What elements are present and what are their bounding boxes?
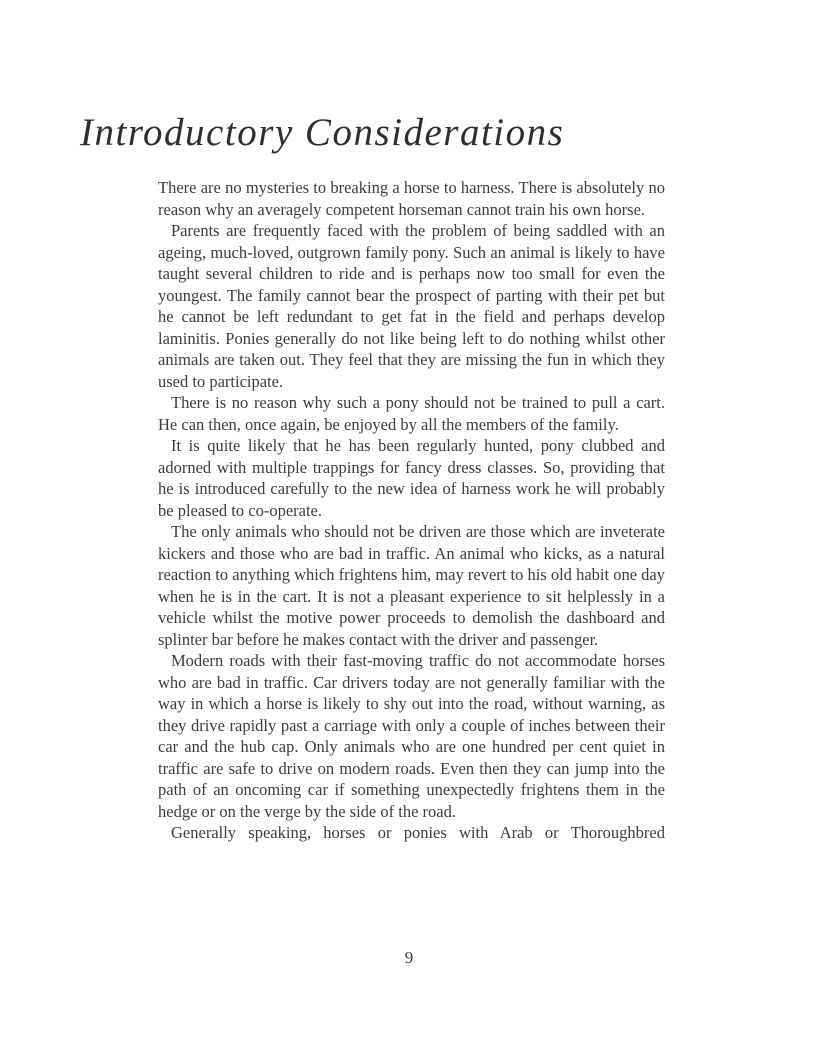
- paragraph-6: Modern roads with their fast-moving traffic do not accommodate horses who are bad in traffic. Car drivers today are not generally familiar with the way in which a horse is likely to shy out into the road, without warning, as they drive rapidly past a carriage with only a couple of inches between their car and the hub cap. Only animals who are one hundred per cent quiet in traffic are safe to drive on modern roads. Even then they can jump into the path of an oncoming car if something unexpectedly frightens them in the hedge or on the verge by the side of the road.: [158, 651, 665, 821]
- paragraph-3: There is no reason why such a pony should not be trained to pull a cart. He can then, once again, be enjoyed by all the members of the family.: [158, 393, 665, 434]
- body-text: [158, 177, 665, 844]
- page-number: 9: [404, 948, 414, 967]
- paragraph-4: It is quite likely that he has been regularly hunted, pony clubbed and adorned with multiple trappings for fancy dress classes. So, providing that he is introduced carefully to the new idea of harness work he will probably be pleased to co-operate.: [158, 436, 665, 520]
- paragraph-1: There are no mysteries to breaking a horse to harness. There is absolutely no reason why an averagely competent horseman cannot train his own horse.: [158, 178, 665, 219]
- paragraph-7: Generally speaking, horses or ponies with Arab or Thoroughbred: [171, 823, 665, 842]
- chapter-title: Introductory Considerations: [80, 111, 565, 154]
- paragraph-5: The only animals who should not be driven are those which are inveterate kickers and those who are bad in traffic. An animal who kicks, as a natural reaction to anything which frightens him, may revert to his old habit one day when he is in the cart. It is not a pleasant experience to sit helplessly in a vehicle whilst the motive power proceeds to demolish the dashboard and splinter bar before he makes contact with the driver and passenger.: [158, 522, 665, 649]
- paragraph-2: Parents are frequently faced with the problem of being saddled with an ageing, much-loved, outgrown family pony. Such an animal is likely to have taught several children to ride and is perhaps now too small for even the youngest. The family cannot bear the prospect of parting with their pet but he cannot be left redundant to get fat in the field and perhaps develop laminitis. Ponies generally do not like being left to do nothing whilst other animals are taken out. They feel that they are missing the fun in which they used to participate.: [158, 221, 665, 391]
